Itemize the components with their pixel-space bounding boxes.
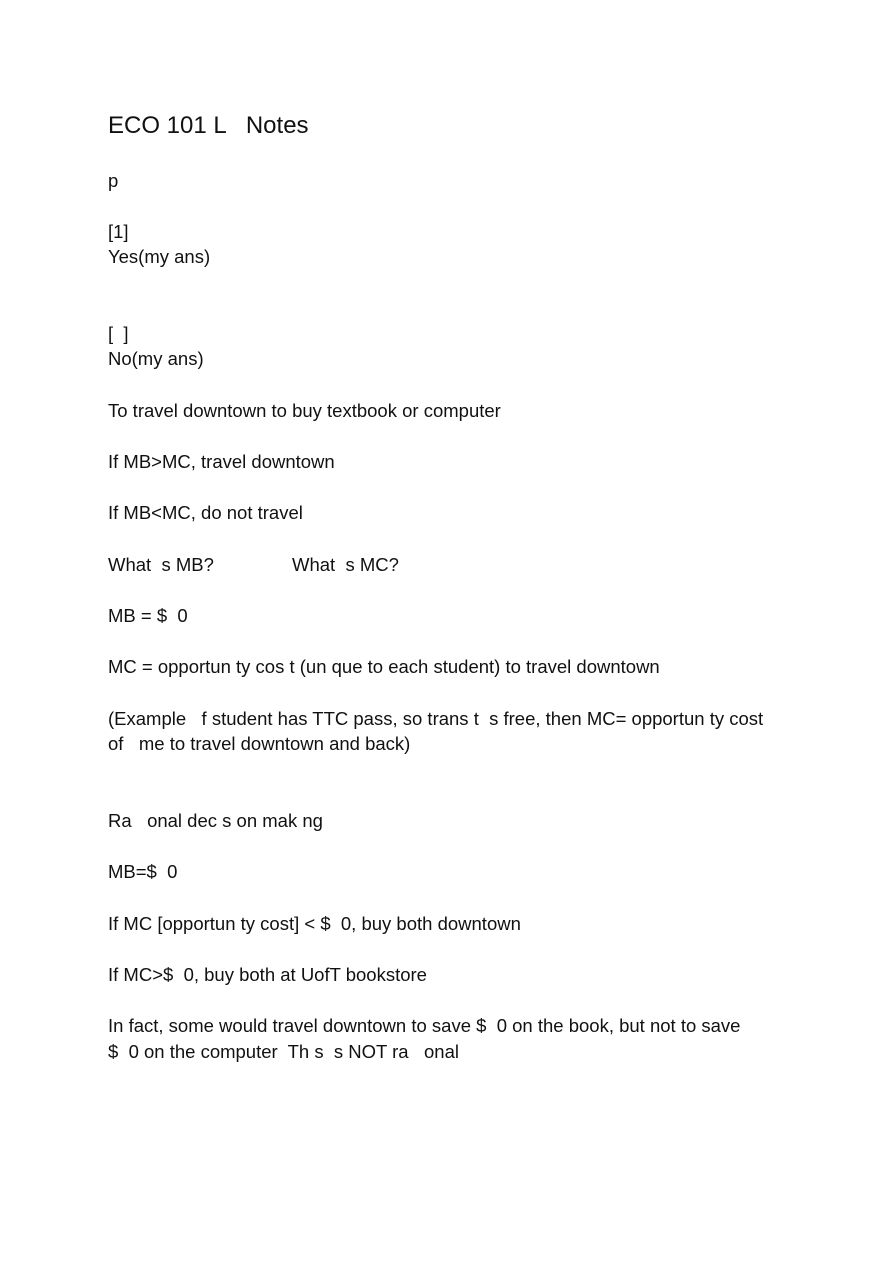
note-line-mc-greater: If MC>$ 0, buy both at UofT bookstore [108,964,427,985]
question-mc: What s MC? [292,554,399,575]
note-line-mb-equals: MB=$ 0 [108,861,178,882]
note-line-mb-less: If MB<MC, do not travel [108,502,303,523]
option-no: No(my ans) [108,348,204,369]
option-yes: Yes(my ans) [108,246,211,267]
note-line-in-fact-2: $ 0 on the computer Th s s NOT ra onal [108,1041,459,1062]
option-marker-2: [ ] [108,323,129,344]
note-line-travel: To travel downtown to buy textbook or computer [108,400,501,421]
section-heading-rational: Ra onal dec s on mak ng [108,810,323,831]
note-line-example-1: (Example f student has TTC pass, so trans t s free, then MC= opportun ty cost [108,708,764,729]
note-line-mc-less: If MC [opportun ty cost] < $ 0, buy both downtown [108,913,521,934]
note-line-mb-value: MB = $ 0 [108,605,188,626]
note-line-mb-greater: If MB>MC, travel downtown [108,451,335,472]
note-line-example-2: of me to travel downtown and back) [108,733,411,754]
question-mb: What s MB? [108,554,214,575]
option-marker-1: [1] [108,221,129,242]
note-line-p: p [108,170,119,191]
note-line-in-fact-1: In fact, some would travel downtown to save $ 0 on the book, but not to save [108,1015,741,1036]
note-line-mc-definition: MC = opportun ty cos t (un que to each student) to travel downtown [108,656,660,677]
page-title: ECO 101 L Notes [108,112,309,139]
